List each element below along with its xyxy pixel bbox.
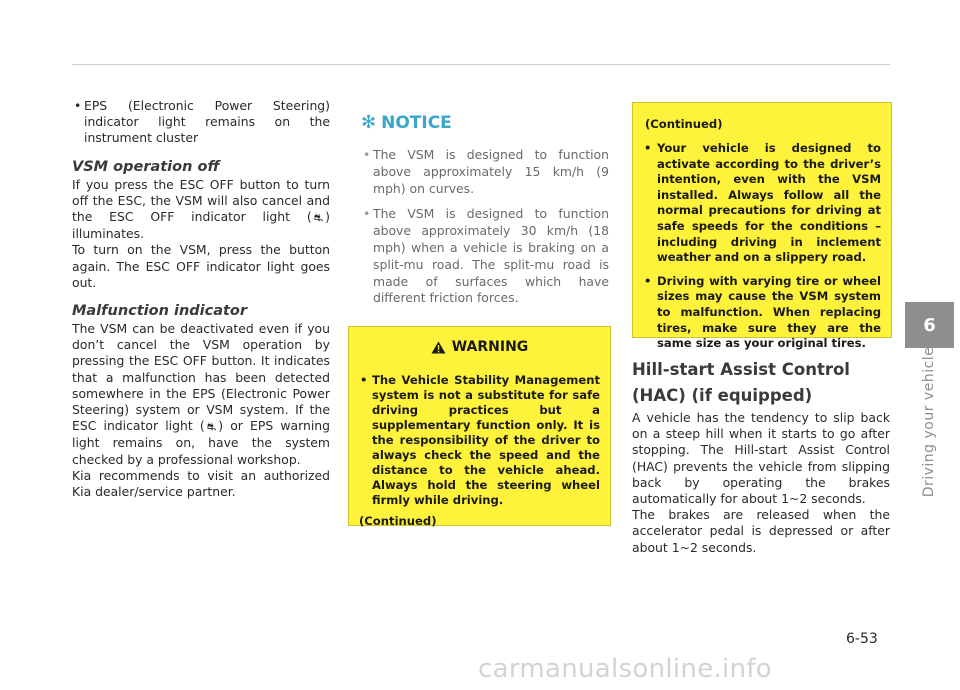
continued-item: • Driving with varying tire or wheel sizes may cause the VSM system to malfunction. When replacing tires, make sure they are the same size as your original tires. (643, 274, 881, 352)
esc-off-indicator-icon: ⛐ (313, 211, 324, 225)
continued-label: (Continued) (645, 117, 723, 131)
notice-title: NOTICE (381, 112, 452, 133)
chapter-title: Driving your vehicle (921, 346, 937, 498)
column-left (72, 98, 330, 500)
hac-body (632, 410, 890, 556)
warning-title: WARNING (451, 339, 529, 355)
notice-item: • The VSM is designed to function above approximately 30 km/h (18 mph) when a vehicle is braking on a split-mu road. The split-mu road is made of surfaces which have different friction forces. (361, 206, 609, 307)
notice-heading (361, 112, 609, 133)
paragraph-malfunction: The VSM can be deactivated even if you don’t cancel the VSM operation by pressing the ESC OFF button. It indicates that a malfunction has been detected somewhere in the EPS (Electronic Power Steering) system or VSM system. If the ESC indicator light ( ⛐ ) or EPS warning light remains on, have the system checked by a professional workshop. (72, 321, 331, 467)
column-middle (357, 98, 609, 316)
hac-heading: Hill-start Assist Control (HAC) (if equipped) (632, 360, 850, 405)
hac-paragraph: The brakes are released when the accelerator pedal is depressed or after about 1~2 seconds. (632, 507, 890, 555)
chapter-tab[interactable]: 6 (905, 302, 954, 348)
eps-bullet: • EPS (Electronic Power Steering) indicator light remains on the instrument cluster (72, 98, 330, 147)
notice-asterisk-icon: ✻ (361, 112, 377, 133)
page-number: 6-53 (846, 631, 878, 647)
paragraph-vsm-on: To turn on the VSM, press the button again. The ESC OFF indicator light goes out. (72, 242, 330, 290)
continued-item: • Your vehicle is designed to activate according to the driver’s intention, even with the VSM installed. Always follow all the normal precautions for driving at safe speeds for the conditions – including driving in inclement weather and on a slippery road. (643, 141, 881, 266)
header-rule (72, 64, 890, 65)
warning-item: • The Vehicle Stability Management system is not a substitute for safe driving practices but a supplementary function only. It is the responsibility of the driver to always check the speed and the distance to the vehicle ahead. Always hold the steering wheel firmly while driving. (359, 373, 600, 508)
continued-box (632, 102, 892, 351)
notice-list (361, 147, 609, 307)
paragraph-vsm-off: If you press the ESC OFF button to turn off the ESC, the VSM will also cancel and the ESC OFF indicator light ( ⛐ ) illuminates. (72, 176, 330, 242)
notice-item: • The VSM is designed to function above approximately 15 km/h (9 mph) on curves. (361, 147, 609, 197)
warning-continued: (Continued) (359, 514, 437, 528)
heading-malfunction-indicator: Malfunction indicator (72, 303, 248, 320)
paragraph-dealer: Kia recommends to visit an authorized Kia dealer/service partner. (72, 467, 330, 500)
warning-triangle-icon (431, 341, 446, 354)
watermark: carmanualsonline.info (478, 654, 773, 684)
hac-paragraph: A vehicle has the tendency to slip back on a steep hill when it starts to go after stopping. The Hill-start Assist Control (HAC) prevents the vehicle from slipping back by operating the brakes automatically for about 1~2 seconds. (632, 410, 890, 507)
esc-indicator-icon: ⛐ (206, 420, 217, 434)
warning-heading (349, 339, 610, 355)
heading-vsm-operation-off: VSM operation off (72, 158, 220, 175)
warning-box (348, 326, 611, 526)
